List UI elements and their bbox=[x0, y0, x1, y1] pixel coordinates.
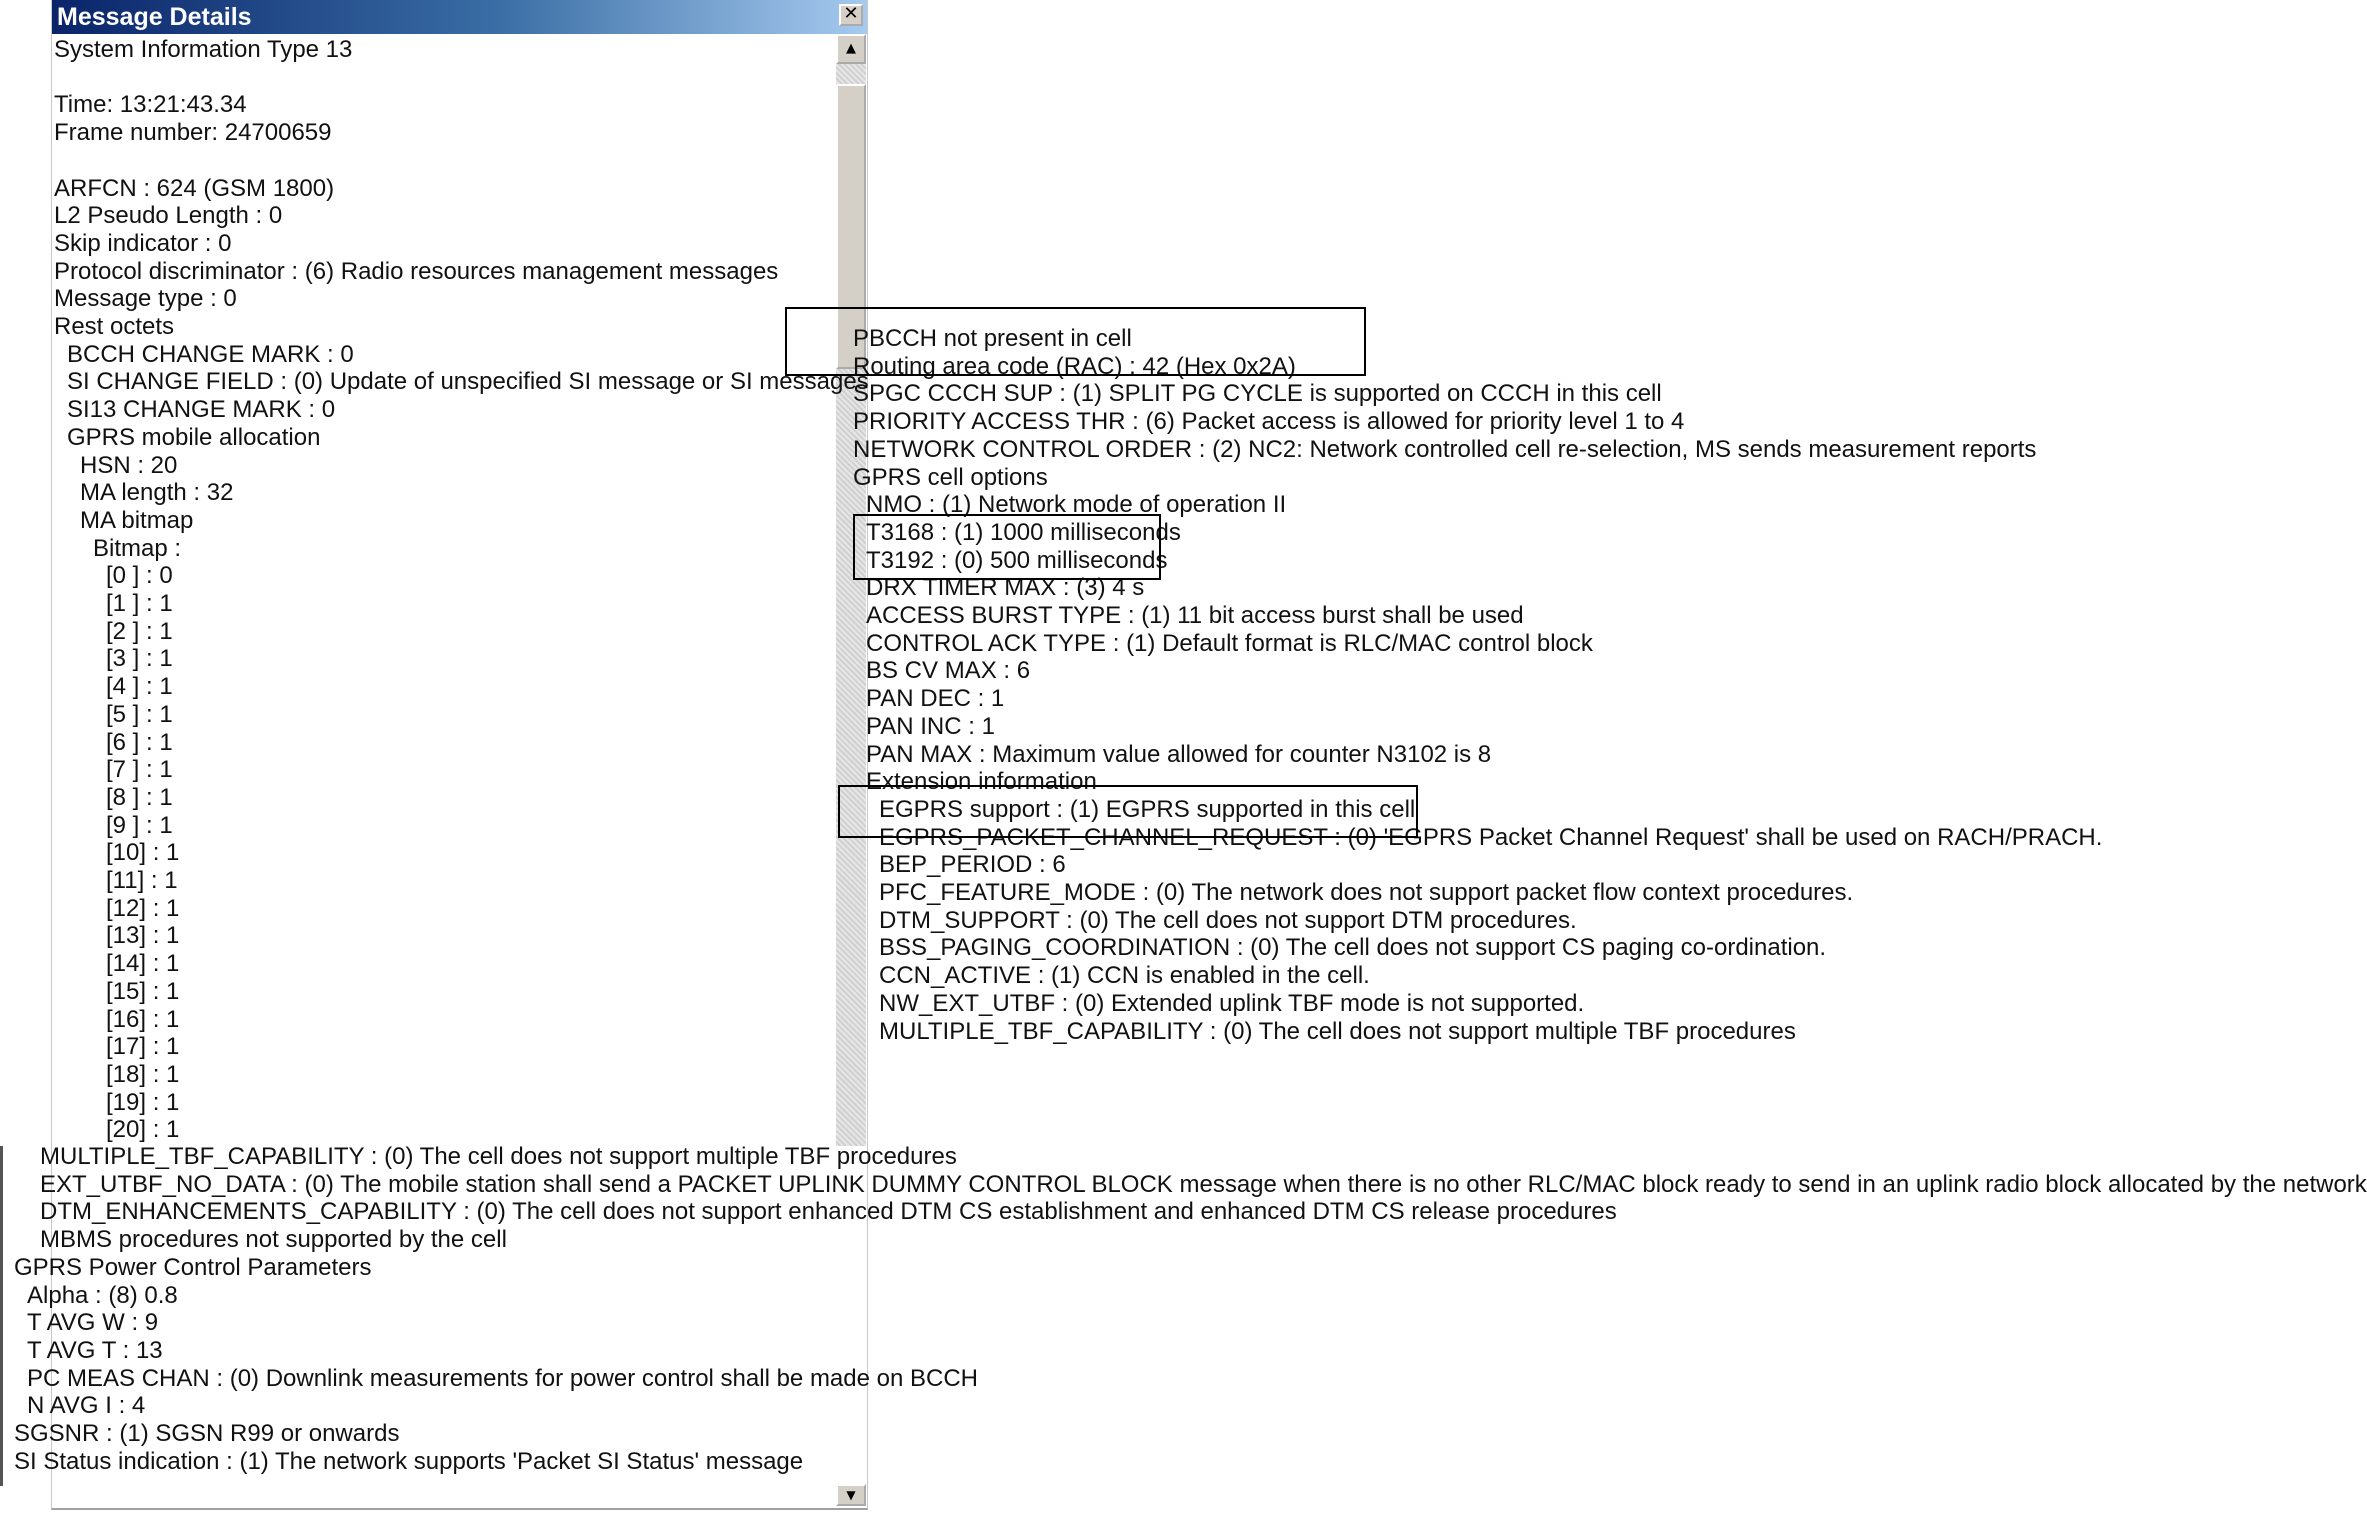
left-panel-line: [2 ] : 1 bbox=[106, 617, 173, 645]
left-panel-line: [13] : 1 bbox=[106, 922, 180, 950]
right-panel-line: GPRS cell options bbox=[853, 463, 1048, 491]
left-panel-line: HSN : 20 bbox=[80, 451, 178, 479]
left-panel-line: Skip indicator : 0 bbox=[54, 229, 232, 257]
close-button[interactable] bbox=[839, 4, 863, 26]
right-panel-line: NMO : (1) Network mode of operation II bbox=[866, 491, 1287, 519]
left-panel-line: BCCH CHANGE MARK : 0 bbox=[67, 340, 354, 368]
right-panel-line: PAN MAX : Maximum value allowed for counter N3102 is 8 bbox=[866, 740, 1492, 768]
bottom-panel-line: EXT_UTBF_NO_DATA : (0) The mobile station shall send a PACKET UPLINK DUMMY CONTROL BLOCK message when there is no other RLC/MAC block ready to send in an uplink radio block allocated by the network bbox=[40, 1170, 2367, 1198]
left-panel-line: [3 ] : 1 bbox=[106, 645, 173, 673]
title-bar[interactable] bbox=[52, 0, 867, 34]
right-panel-line: DTM_SUPPORT : (0) The cell does not support DTM procedures. bbox=[879, 906, 1577, 934]
left-panel-line: SI CHANGE FIELD : (0) Update of unspecified SI message or SI messages bbox=[67, 368, 869, 396]
left-panel-line: L2 Pseudo Length : 0 bbox=[54, 202, 283, 230]
left-panel-line: [20] : 1 bbox=[106, 1116, 180, 1144]
left-panel-line: [0 ] : 0 bbox=[106, 562, 173, 590]
left-panel-line: [12] : 1 bbox=[106, 894, 180, 922]
left-panel-line: [11] : 1 bbox=[106, 867, 178, 894]
right-panel-line: T3192 : (0) 500 milliseconds bbox=[866, 546, 1168, 574]
scroll-down-button[interactable] bbox=[836, 1484, 866, 1506]
left-panel-line: [7 ] : 1 bbox=[106, 756, 173, 784]
right-panel-line: T3168 : (1) 1000 milliseconds bbox=[866, 518, 1181, 546]
bottom-panel-line: SI Status indication : (1) The network supports 'Packet SI Status' message bbox=[14, 1447, 804, 1475]
left-panel-line: System Information Type 13 bbox=[54, 36, 353, 63]
right-panel-line: EGPRS support : (1) EGPRS supported in this cell bbox=[879, 795, 1416, 823]
left-panel-line: Message type : 0 bbox=[54, 285, 237, 313]
left-panel-line: ARFCN : 624 (GSM 1800) bbox=[54, 174, 335, 202]
right-panel-line: DRX TIMER MAX : (3) 4 s bbox=[866, 574, 1145, 602]
scroll-up-button[interactable] bbox=[836, 34, 866, 64]
left-panel-line: MA length : 32 bbox=[80, 479, 234, 507]
right-panel-line: Routing area code (RAC) : 42 (Hex 0x2A) bbox=[853, 352, 1296, 380]
left-panel-line: Frame number: 24700659 bbox=[54, 119, 332, 147]
left-panel-line: Rest octets bbox=[54, 313, 175, 340]
left-panel-line: Bitmap : bbox=[93, 534, 182, 562]
right-panel-line: CONTROL ACK TYPE : (1) Default format is RLC/MAC control block bbox=[866, 629, 1593, 657]
left-panel-line: [14] : 1 bbox=[106, 950, 180, 978]
bottom-panel-line: N AVG I : 4 bbox=[27, 1392, 146, 1420]
right-panel-line: PAN DEC : 1 bbox=[866, 685, 1005, 713]
left-panel-line: MA bitmap bbox=[80, 506, 194, 534]
arrow-up-icon: ▲ bbox=[846, 41, 856, 56]
right-panel-line: ACCESS BURST TYPE : (1) 11 bit access burst shall be used bbox=[866, 602, 1524, 629]
left-panel-line: [17] : 1 bbox=[106, 1033, 180, 1061]
right-panel-line: PRIORITY ACCESS THR : (6) Packet access is allowed for priority level 1 to 4 bbox=[853, 408, 1685, 436]
left-panel-line: [6 ] : 1 bbox=[106, 728, 173, 756]
left-panel-line: Protocol discriminator : (6) Radio resources management messages bbox=[54, 257, 779, 285]
bottom-panel-line: SGSNR : (1) SGSN R99 or onwards bbox=[14, 1420, 400, 1447]
bottom-panel-line: Alpha : (8) 0.8 bbox=[27, 1281, 178, 1309]
window-title: Message Details bbox=[57, 3, 252, 31]
left-panel-line: [4 ] : 1 bbox=[106, 673, 173, 701]
right-panel-line: BS CV MAX : 6 bbox=[866, 657, 1031, 685]
left-panel-line: [1 ] : 1 bbox=[106, 590, 173, 617]
left-edge-divider bbox=[0, 1146, 3, 1486]
bottom-panel-line: DTM_ENHANCEMENTS_CAPABILITY : (0) The cell does not support enhanced DTM CS establishment and enhanced DTM CS release procedures bbox=[40, 1198, 1617, 1226]
left-panel-line: [18] : 1 bbox=[106, 1060, 180, 1088]
vertical-scrollbar[interactable] bbox=[836, 34, 866, 1146]
bottom-panel-line: MBMS procedures not supported by the cell bbox=[40, 1226, 507, 1254]
right-panel-line: BEP_PERIOD : 6 bbox=[879, 851, 1066, 879]
left-panel-line: [15] : 1 bbox=[106, 977, 180, 1005]
left-panel-line: [9 ] : 1 bbox=[106, 811, 173, 839]
bottom-panel-line: PC MEAS CHAN : (0) Downlink measurements for power control shall be made on BCCH bbox=[27, 1364, 979, 1392]
right-panel-line: CCN_ACTIVE : (1) CCN is enabled in the cell. bbox=[879, 962, 1370, 990]
left-panel-line: [10] : 1 bbox=[106, 839, 180, 867]
left-panel-line: [19] : 1 bbox=[106, 1088, 180, 1116]
right-panel-line: NW_EXT_UTBF : (0) Extended uplink TBF mode is not supported. bbox=[879, 989, 1585, 1017]
right-panel-line: SPGC CCCH SUP : (1) SPLIT PG CYCLE is supported on CCCH in this cell bbox=[853, 380, 1662, 408]
right-panel-line: PBCCH not present in cell bbox=[853, 325, 1132, 352]
right-panel-line: BSS_PAGING_COORDINATION : (0) The cell does not support CS paging co-ordination. bbox=[879, 934, 1827, 962]
left-panel-line: SI13 CHANGE MARK : 0 bbox=[67, 396, 336, 424]
right-panel-line: PFC_FEATURE_MODE : (0) The network does not support packet flow context procedures. bbox=[879, 879, 1854, 906]
right-panel-line: Extension information bbox=[866, 768, 1097, 796]
left-panel-line: GPRS mobile allocation bbox=[67, 423, 321, 451]
highlight-box-pbcch-rac bbox=[785, 307, 1366, 376]
left-panel-line: [16] : 1 bbox=[106, 1005, 180, 1033]
highlight-box-timers bbox=[853, 514, 1161, 580]
arrow-down-icon: ▼ bbox=[846, 1488, 856, 1502]
bottom-panel-line: MULTIPLE_TBF_CAPABILITY : (0) The cell does not support multiple TBF procedures bbox=[40, 1143, 957, 1170]
highlight-box-egprs-support bbox=[838, 785, 1418, 838]
close-icon: ✕ bbox=[843, 3, 859, 24]
bottom-panel-line: T AVG T : 13 bbox=[27, 1336, 163, 1364]
right-panel-line: MULTIPLE_TBF_CAPABILITY : (0) The cell does not support multiple TBF procedures bbox=[879, 1017, 1796, 1045]
left-panel-line: Time: 13:21:43.34 bbox=[54, 91, 247, 119]
bottom-panel-line: T AVG W : 9 bbox=[27, 1309, 159, 1337]
right-panel-line: PAN INC : 1 bbox=[866, 712, 995, 740]
right-panel-line: EGPRS_PACKET_CHANNEL_REQUEST : (0) 'EGPRS Packet Channel Request' shall be used on RACH/PRACH. bbox=[879, 823, 2103, 851]
left-panel-line: [8 ] : 1 bbox=[106, 783, 173, 811]
bottom-panel-line: GPRS Power Control Parameters bbox=[14, 1253, 372, 1281]
left-panel-line: [5 ] : 1 bbox=[106, 700, 173, 728]
right-panel-line: NETWORK CONTROL ORDER : (2) NC2: Network controlled cell re-selection, MS sends measurement reports bbox=[853, 435, 2037, 463]
